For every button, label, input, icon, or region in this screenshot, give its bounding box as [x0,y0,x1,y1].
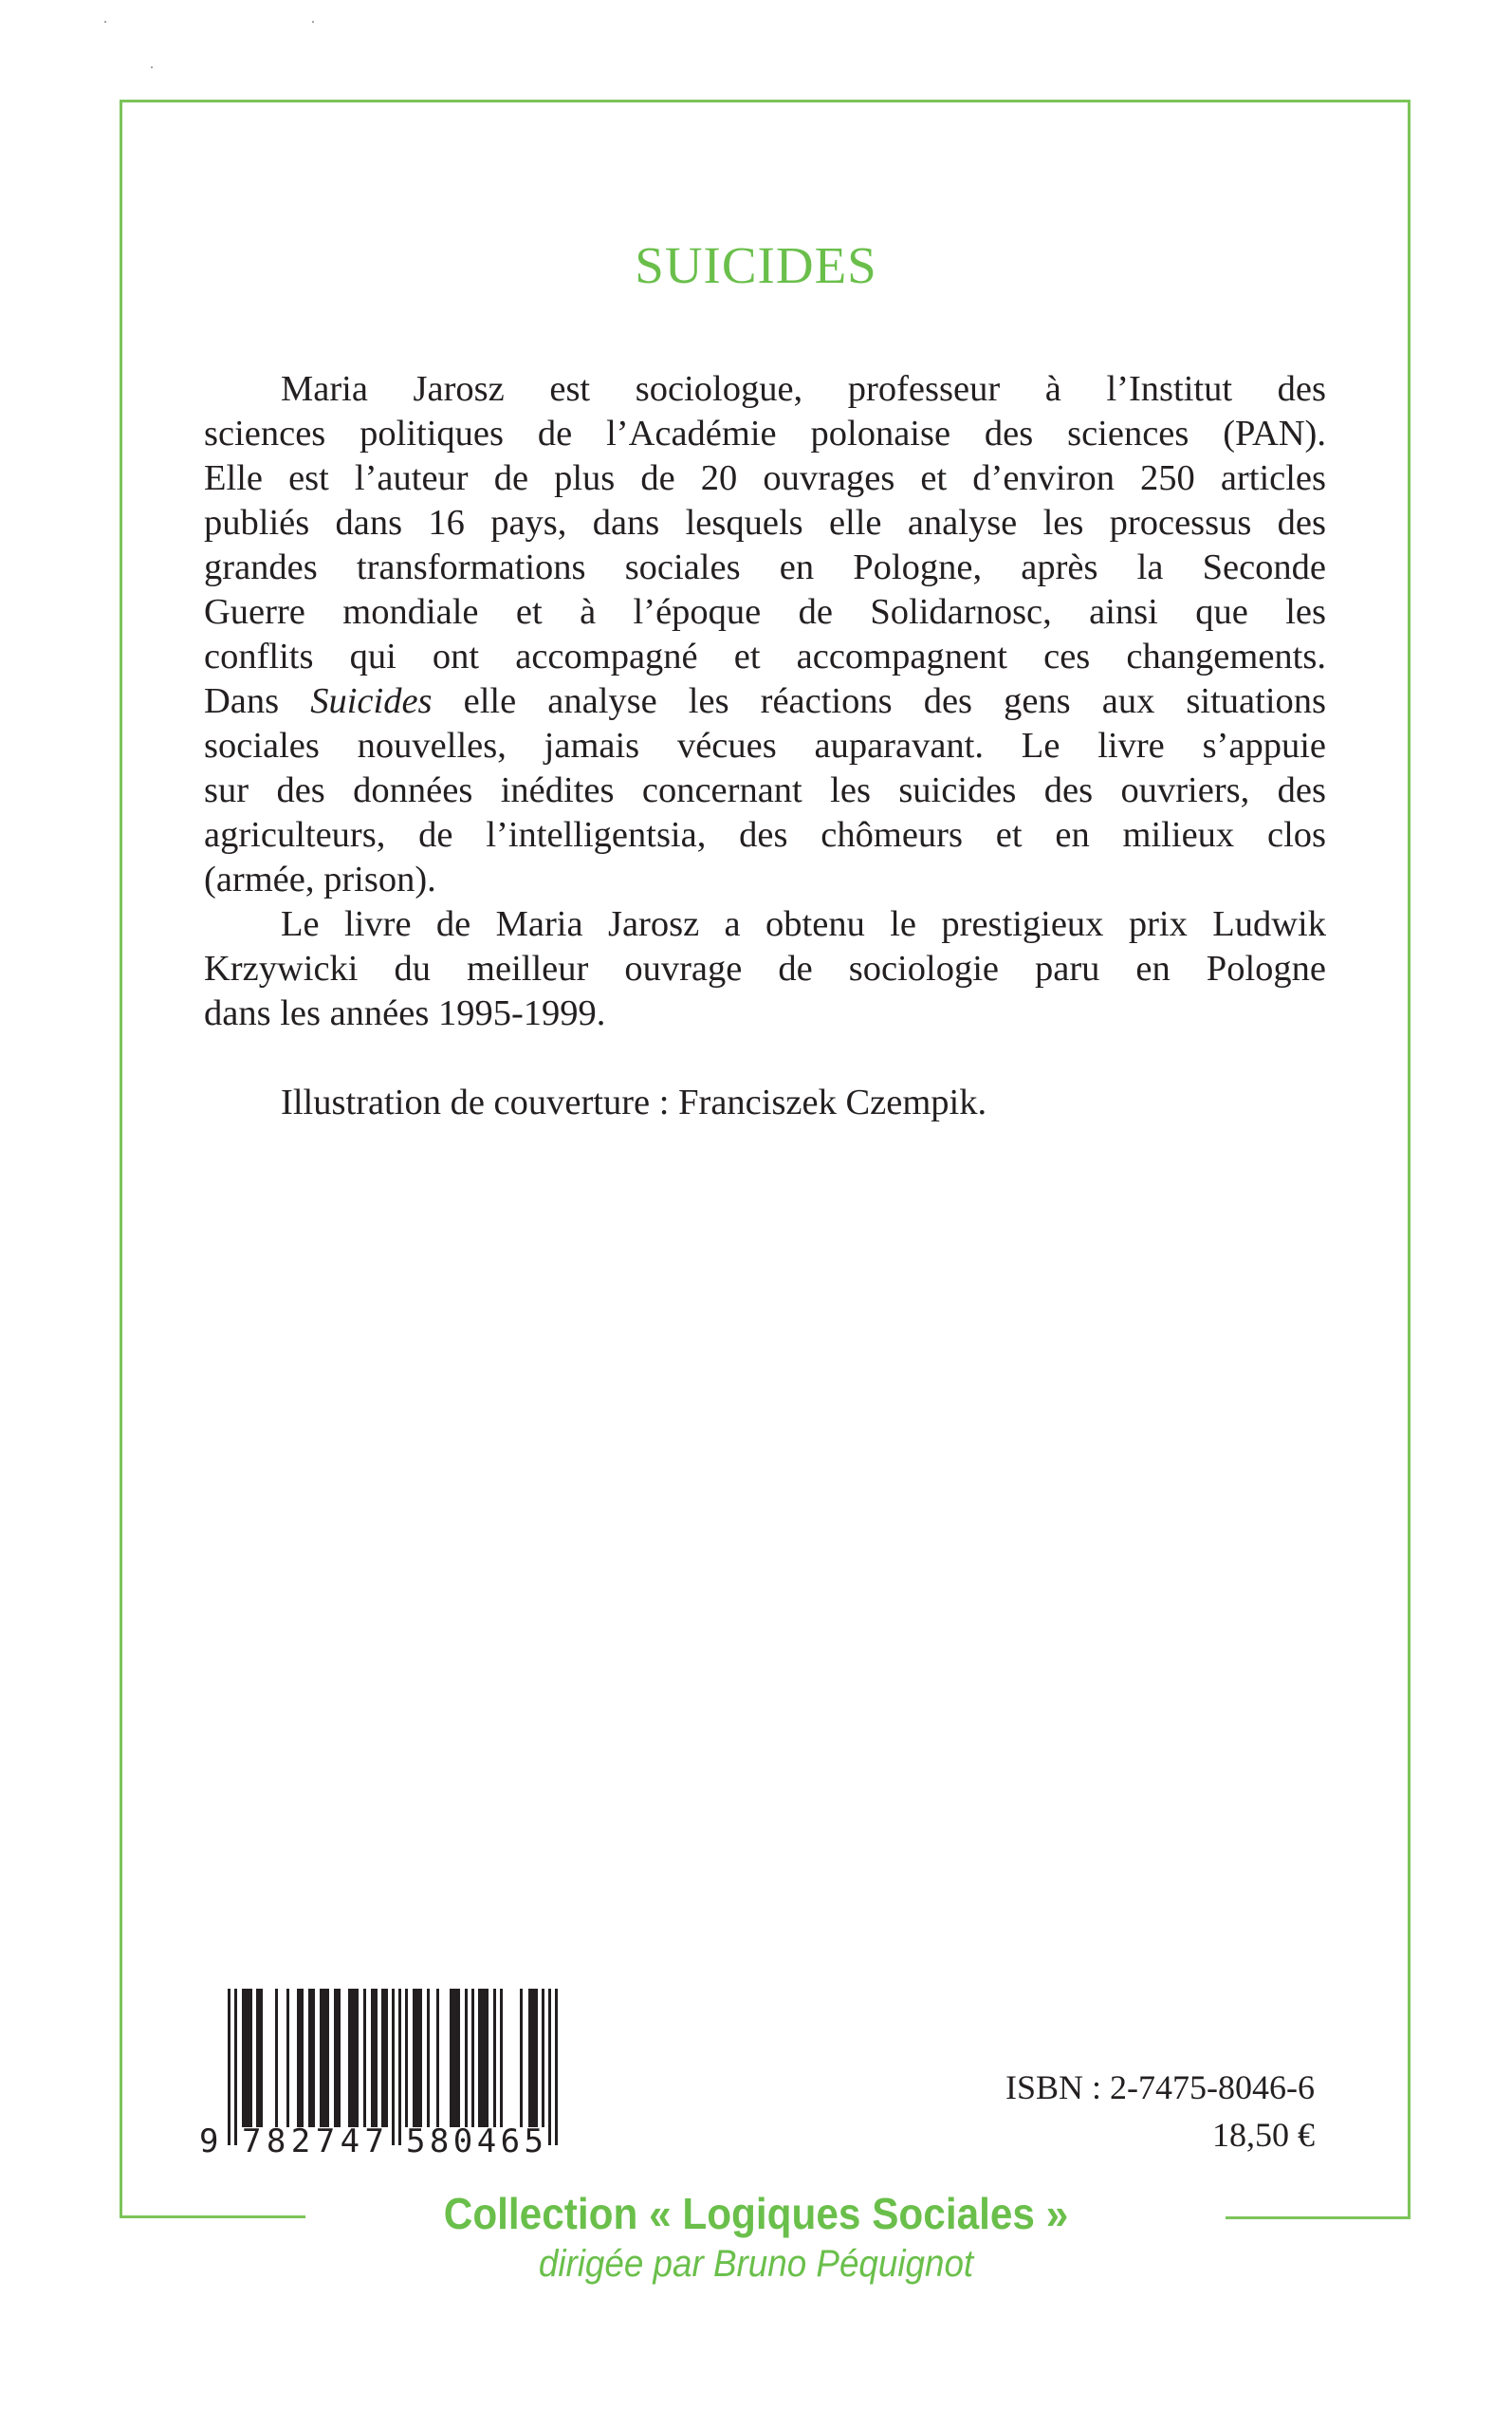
blurb-line: publiés dans 16 pays, dans lesquels elle analyse les processus des [204,503,1326,543]
blurb-line: agriculteurs, de l’intelligentsia, des chômeurs et en milieux clos [204,815,1326,855]
scan-speck [104,21,106,23]
back-cover-blurb [204,367,1326,1125]
scan-speck [151,66,153,68]
book-title-italic: Suicides [310,681,433,721]
award-line: Krzywicki du meilleur ouvrage de sociologie paru en Pologne [204,949,1326,989]
blurb-line: conflits qui ont accompagné et accompagnent ces changements. [204,637,1326,676]
scan-speck [312,21,314,23]
blurb-line: Maria Jarosz est sociologue, professeur à l’Institut des [281,369,1326,409]
blurb-line: (armée, prison). [204,860,436,899]
paragraph-spacer [204,1036,1326,1081]
award-line: dans les années 1995-1999. [204,993,606,1033]
barcode-digits-right: 580465 [406,2122,544,2155]
blurb-line: sociales nouvelles, jamais vécues auparavant. Le livre s’appuie [204,726,1326,766]
blurb-line: Guerre mondiale et à l’époque de Solidarnosc, ainsi que les [204,592,1326,632]
barcode-digit-first: 9 [199,2122,219,2155]
frame-border-right [1408,100,1411,2218]
collection-director: dirigée par Bruno Péquignot [538,2243,974,2285]
blurb-line: sur des données inédites concernant les suicides des ouvriers, des [204,770,1326,810]
price: 18,50 € [1212,2116,1315,2154]
isbn-number: ISBN : 2-7475-8046-6 [1005,2068,1315,2106]
blurb-line [204,679,1326,724]
barcode-digits-left: 782747 [242,2122,384,2155]
barcode-bars-icon [199,1989,588,2155]
blurb-text: elle analyse les réactions des gens aux situations [432,681,1327,721]
book-title: SUICIDES [635,236,877,294]
award-line: Le livre de Maria Jarosz a obtenu le prestigieux prix Ludwik [281,904,1326,944]
illustration-credit: Illustration de couverture : Franciszek Czempik. [281,1083,987,1122]
blurb-line: sciences politiques de l’Académie polonaise des sciences (PAN). [204,414,1326,454]
collection-name: Collection « Logiques Sociales » [443,2189,1069,2238]
frame-border-left [120,100,122,2218]
ean-barcode [199,1989,588,2155]
blurb-line: grandes transformations sociales en Pologne, après la Seconde [204,547,1326,587]
frame-border-top [120,100,1411,102]
blurb-text: Dans [204,681,311,721]
blurb-line: Elle est l’auteur de plus de 20 ouvrages et d’environ 250 articles [204,458,1326,498]
